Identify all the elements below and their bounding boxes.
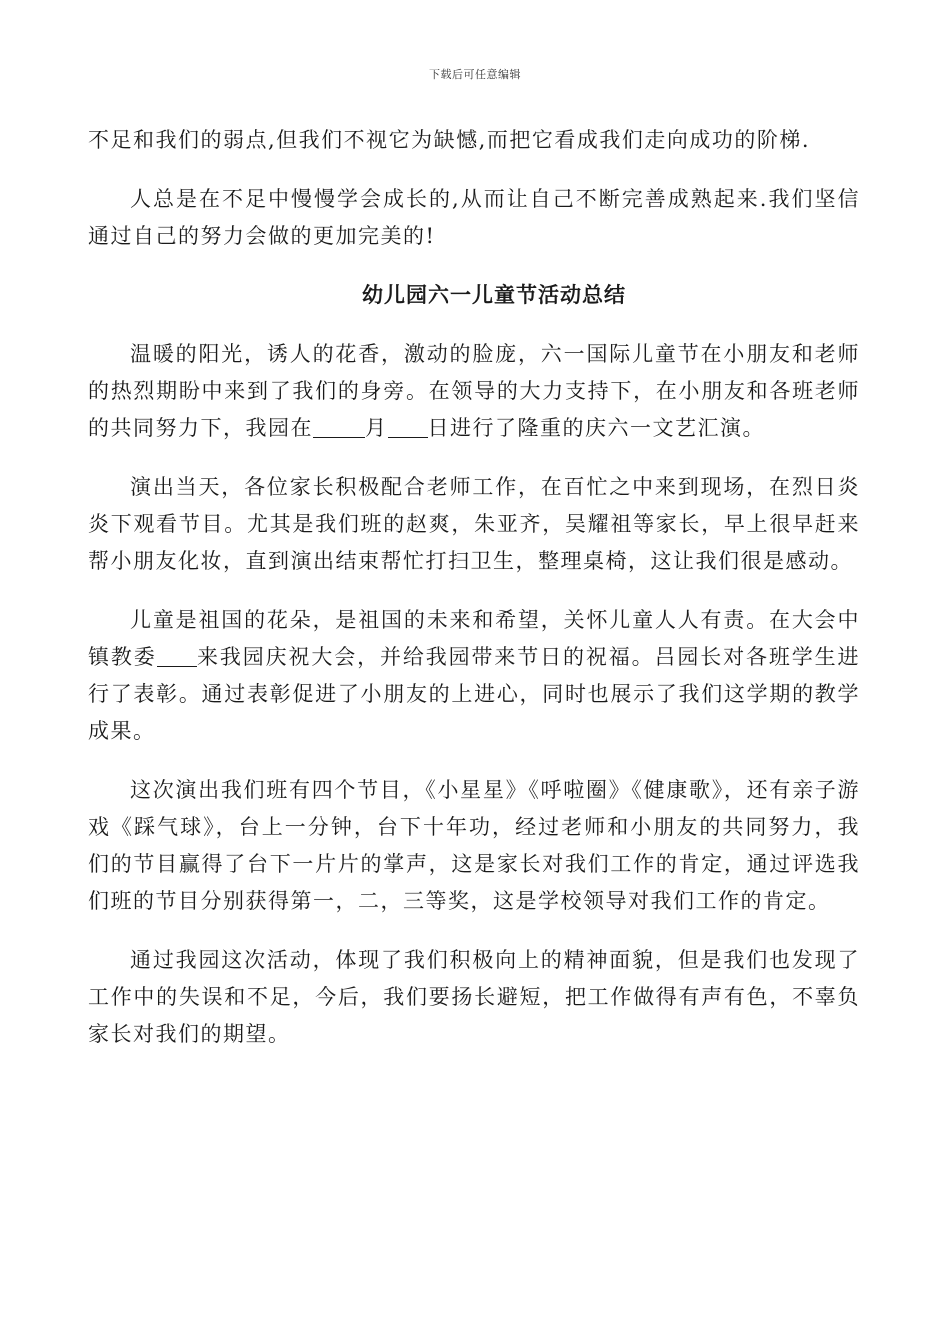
paragraph-1-text-c: 日进行了隆重的庆六一文艺汇演。 (427, 416, 765, 440)
paragraph-3-text-b: 来我园庆祝大会，并给我园带来节日的祝福。吕园长对各班学生进行了表彰。通过表彰促进了小朋友的上进心，同时也展示了我们这学期的教学成果。 (88, 645, 860, 743)
paragraph-2: 演出当天，各位家长积极配合老师工作，在百忙之中来到现场，在烈日炎炎下观看节目。尤其是我们班的赵爽，朱亚齐，吴耀祖等家长，早上很早赶来帮小朋友化妆，直到演出结束帮忙打扫卫生，整理桌椅，这让我们很是感动。 (88, 475, 860, 573)
fill-in-blank (388, 415, 428, 438)
paragraph-4: 这次演出我们班有四个节目，《小星星》《呼啦圈》《健康歌》，还有亲子游戏《踩气球》，台上一分钟，台下十年功，经过老师和小朋友的共同努力，我们的节目赢得了台下一片片的掌声，这是家长对我们工作的肯定，通过评选我们班的节目分别获得第一，二，三等奖，这是学校领导对我们工作的肯定。 (88, 778, 860, 913)
fill-in-blank (157, 644, 197, 667)
document-body (88, 122, 860, 1053)
continued-paragraph: 不足和我们的弱点,但我们不视它为缺憾,而把它看成我们走向成功的阶梯. (88, 128, 811, 152)
fill-in-blank (313, 415, 365, 438)
page-header-note: 下载后可任意编辑 (429, 68, 521, 81)
paragraph-3-text-a: 儿童是祖国的花朵，是祖国的未来和希望，关怀儿童人人有责。在大会中镇教委 (88, 608, 860, 669)
paragraph-1-text-b: 月 (365, 416, 388, 440)
paragraph-3 (88, 602, 860, 750)
paragraph-5: 通过我园这次活动，体现了我们积极向上的精神面貌，但是我们也发现了工作中的失误和不足，今后，我们要扬长避短，把工作做得有声有色，不辜负家长对我们的期望。 (88, 948, 860, 1046)
closing-paragraph: 人总是在不足中慢慢学会成长的,从而让自己不断完善成熟起来.我们坚信通过自己的努力会做的更加完美的! (88, 187, 860, 248)
document-title: 幼儿园六一儿童节活动总结 (362, 283, 626, 307)
paragraph-1 (88, 336, 860, 447)
paragraph-1-text-a: 温暖的阳光，诱人的花香，激动的脸庞，六一国际儿童节在小朋友和老师的热烈期盼中来到了我们的身旁。在领导的大力支持下，在小朋友和各班老师的共同努力下，我园在 (88, 342, 860, 440)
